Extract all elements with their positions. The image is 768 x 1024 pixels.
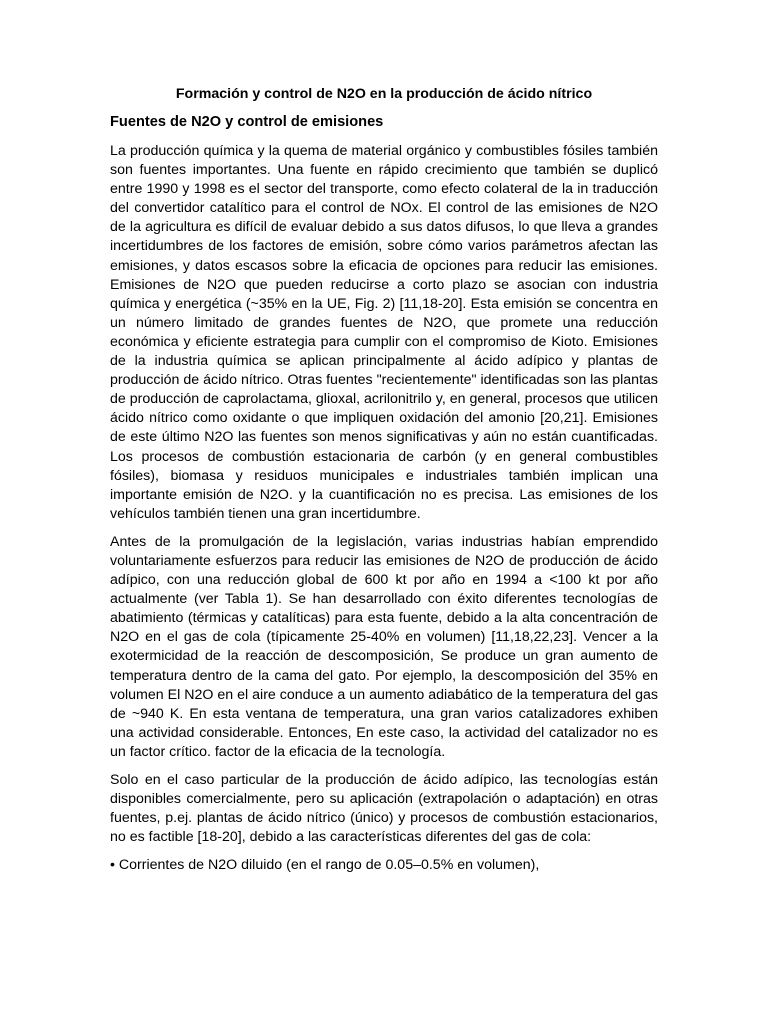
- section-heading: Fuentes de N2O y control de emisiones: [110, 114, 384, 130]
- document-page: [110, 84, 658, 875]
- paragraph-3: Solo en el caso particular de la producción de ácido adípico, las tecnologías están disponibles comercialmente, pero su aplicación (extrapolación o adaptación) en otras fuentes, p.ej. plantas de ácido nítrico (único) y procesos de combustión estacionarios, no es factible [18-20], debido a las características diferentes del gas de cola:: [110, 772, 658, 846]
- paragraph-1: La producción química y la quema de material orgánico y combustibles fósiles también son fuentes importantes. Una fuente en rápido crecimiento que también se duplicó entre 1990 y 1998 es el sector del transporte, como efecto colateral de la in traducción del convertidor catalítico para el control de NOx. El control de las emisiones de N2O de la agricultura es difícil de evaluar debido a sus datos difusos, lo que lleva a grandes incertidumbres de los factores de emisión, sobre cómo varios parámetros afectan las emisiones, y datos escasos sobre la eficacia de opciones para reducir las emisiones. Emisiones de N2O que pueden reducirse a corto plazo se asocian con industria química y energética (~35% en la UE, Fig. 2) [11,18-20]. Esta emisión se concentra en un número limitado de grandes fuentes de N2O, que promete una reducción económica y eficiente estrategia para cumplir con el compromiso de Kioto. Emisiones de la industria química se aplican principalmente al ácido adípico y plantas de producción de ácido nítrico. Otras fuentes "recientemente" identificadas son las plantas de producción de caprolactama, glioxal, acrilonitrilo y, en general, procesos que utilicen ácido nítrico como oxidante o que impliquen oxidación del amonio [20,21]. Emisiones de este último N2O las fuentes son menos significativas y aún no están cuantificadas. Los procesos de combustión estacionaria de carbón (y en general combustibles fósiles), biomasa y residuos municipales e industriales también implican una importante emisión de N2O. y la cuantificación no es precisa. Las emisiones de los vehículos también tienen una gran incertidumbre.: [110, 143, 658, 522]
- paragraph-2: Antes de la promulgación de la legislación, varias industrias habían emprendido voluntariamente esfuerzos para reducir las emisiones de N2O de producción de ácido adípico, con una reducción global de 600 kt por año en 1994 a <100 kt por año actualmente (ver Tabla 1). Se han desarrollado con éxito diferentes tecnologías de abatimiento (térmicas y catalíticas) para esta fuente, debido a la alta concentración de N2O en el gas de cola (típicamente 25-40% en volumen) [11,18,22,23]. Vencer a la exotermicidad de la reacción de descomposición, Se produce un gran aumento de temperatura dentro de la cama del gato. Por ejemplo, la descomposición del 35% en volumen El N2O en el aire conduce a un aumento adiabático de la temperatura del gas de ~940 K. En esta ventana de temperatura, una gran varios catalizadores exhiben una actividad considerable. Entonces, En este caso, la actividad del catalizador no es un factor crítico. factor de la eficacia de la tecnología.: [110, 533, 658, 760]
- document-title: Formación y control de N2O en la producción de ácido nítrico: [175, 86, 593, 102]
- bullet-item: • Corrientes de N2O diluido (en el rango de 0.05–0.5% en volumen),: [110, 857, 540, 874]
